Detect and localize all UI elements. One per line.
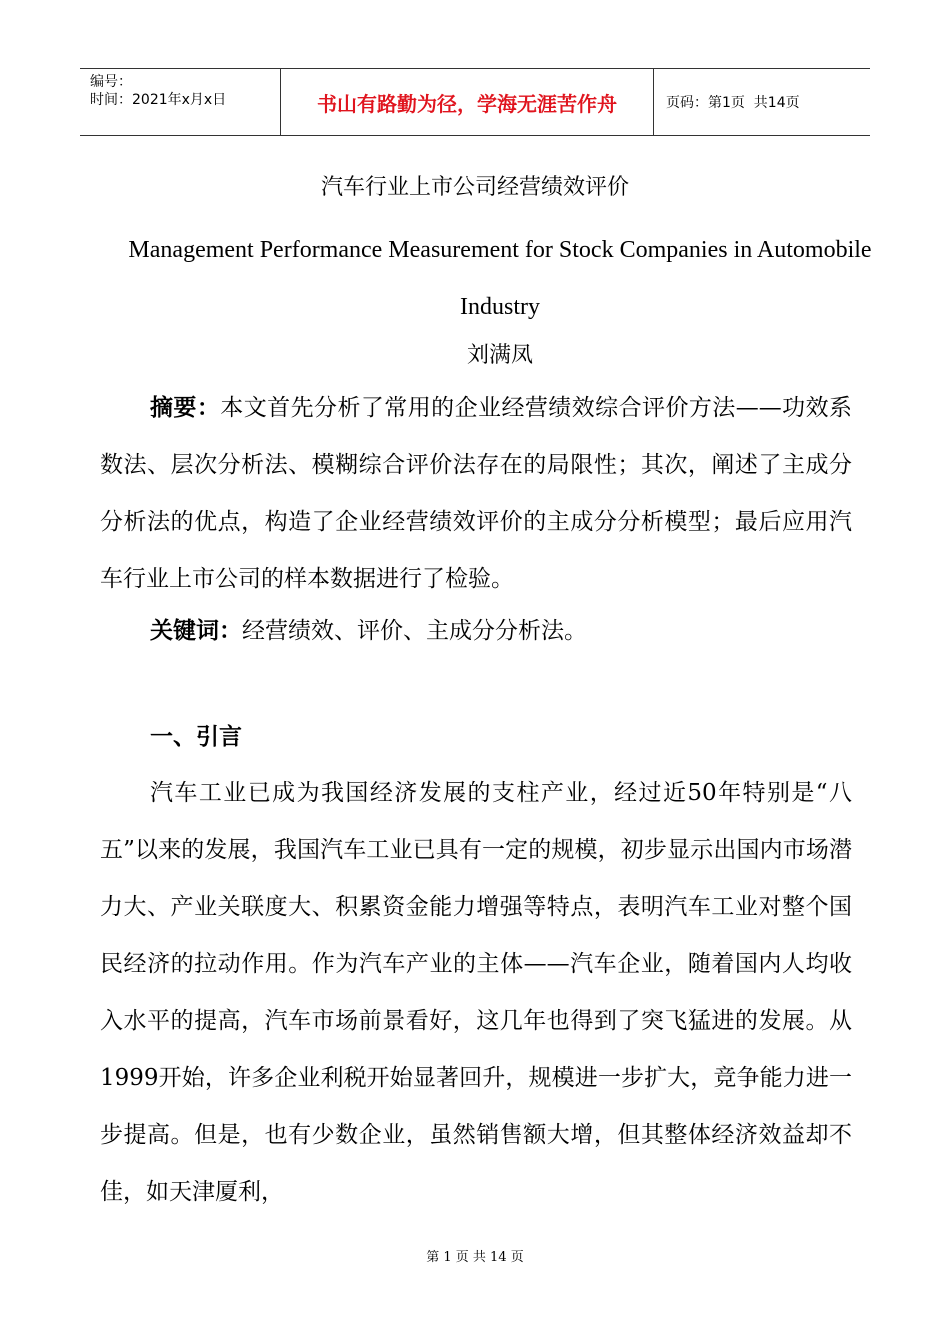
keywords-text: 经营绩效、评价、主成分分析法。: [242, 618, 587, 644]
header-number-label: 编号：: [90, 74, 132, 90]
footer-page-number: 第 1 页 共 14 页: [426, 1250, 524, 1265]
section-heading-introduction: 一、引言: [150, 724, 242, 750]
abstract-paragraph: [100, 380, 852, 608]
page-footer: [0, 1246, 950, 1265]
keywords-paragraph: [100, 603, 852, 660]
header-time-label: 时间：2021年x月x日: [90, 92, 227, 108]
keywords-label: 关键词：: [150, 618, 242, 644]
header-motto: 书山有路勤为径，学海无涯苦作舟: [280, 69, 654, 135]
abstract-text: 本文首先分析了常用的企业经营绩效综合评价方法——功效系数法、层次分析法、模糊综合评价法存在的局限性；其次，阐述了主成分分析法的优点，构造了企业经营绩效评价的主成分分析模型；最后应用汽车行业上市公司的样本数据进行了检验。: [100, 395, 853, 592]
header-meta: [80, 69, 280, 135]
document-header: [80, 68, 870, 136]
abstract-label: 摘要：: [150, 395, 221, 421]
title-english: Management Performance Measurement for Stock Companies in Automobile Industry: [128, 237, 872, 320]
author-name: 刘满凤: [466, 343, 533, 368]
header-page-info-text: 页码：第1页 共14页: [666, 95, 800, 111]
title-chinese: 汽车行业上市公司经营绩效评价: [320, 175, 629, 200]
header-page-info: [654, 69, 870, 135]
introduction-paragraph: 汽车工业已成为我国经济发展的支柱产业，经过近50年特别是“八五”以来的发展，我国汽车工业已具有一定的规模，初步显示出国内市场潜力大、产业关联度大、积累资金能力增强等特点，表明汽车工业对整个国民经济的拉动作用。作为汽车产业的主体——汽车企业，随着国内人均收入水平的提高，汽车市场前景看好，这几年也得到了突飞猛进的发展。从1999开始，许多企业利税开始显著回升，规模进一步扩大，竞争能力进一步提高。但是，也有少数企业，虽然销售额大增，但其整体经济效益却不佳，如天津厦利，: [100, 780, 852, 1205]
